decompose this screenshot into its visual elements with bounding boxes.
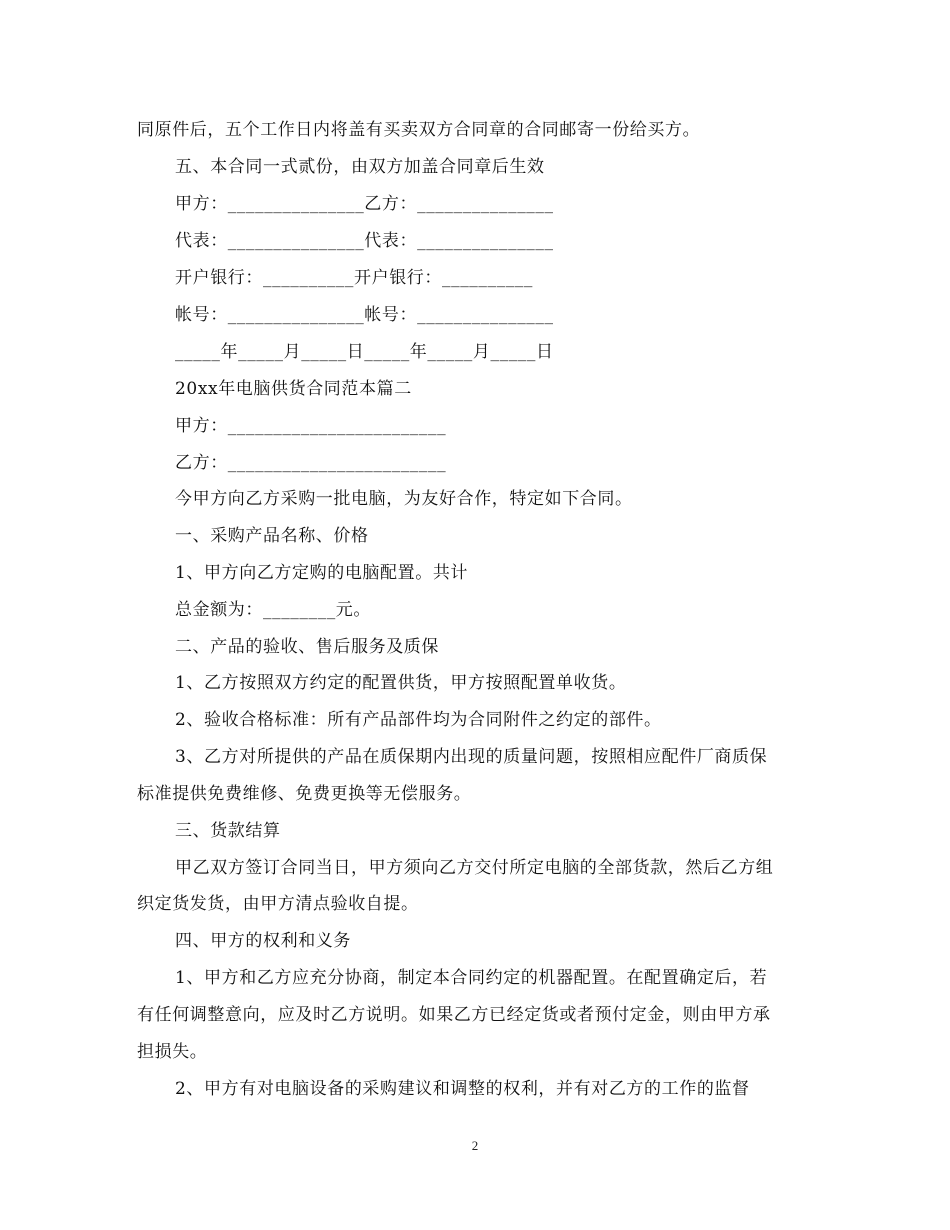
party-line: 乙方：________________________ [175, 453, 447, 473]
signature-line: 帐号：_______________帐号：_______________ [175, 305, 554, 325]
text-line: 担损失。 [137, 1042, 208, 1062]
text-line: 同原件后，五个工作日内将盖有买卖双方合同章的合同邮寄一份给买方。 [137, 120, 701, 140]
party-line: 甲方：________________________ [175, 416, 447, 436]
text-line: 标准提供免费维修、免费更换等无偿服务。 [137, 784, 472, 804]
section-heading: 三、货款结算 [175, 821, 281, 841]
text-line: 1、甲方向乙方定购的电脑配置。共计 [175, 563, 469, 583]
section-title: 20xx年电脑供货合同范本篇二 [175, 379, 412, 399]
section-heading: 四、甲方的权利和义务 [175, 931, 351, 951]
text-line: 五、本合同一式贰份，由双方加盖合同章后生效 [175, 157, 545, 177]
signature-line: 代表：_______________代表：_______________ [175, 231, 554, 251]
signature-line: 开户银行：__________开户银行：__________ [175, 268, 533, 288]
date-line: _____年_____月_____日_____年_____月_____日 [175, 342, 554, 362]
text-line: 2、甲方有对电脑设备的采购建议和调整的权利，并有对乙方的工作的监督 [175, 1079, 750, 1099]
text-line: 今甲方向乙方采购一批电脑，为友好合作，特定如下合同。 [175, 489, 633, 509]
text-line: 甲乙双方签订合同当日，甲方须向乙方交付所定电脑的全部货款，然后乙方组 [175, 858, 774, 878]
section-heading: 一、采购产品名称、价格 [175, 526, 369, 546]
text-line: 织定货发货，由甲方清点验收自提。 [137, 894, 419, 914]
text-line: 3、乙方对所提供的产品在质保期内出现的质量问题，按照相应配件厂商质保 [175, 747, 768, 767]
text-line: 2、验收合格标准：所有产品部件均为合同附件之约定的部件。 [175, 710, 662, 730]
text-line: 有任何调整意向，应及时乙方说明。如果乙方已经定货或者预付定金，则由甲方承 [137, 1005, 771, 1025]
text-line: 1、甲方和乙方应充分协商，制定本合同约定的机器配置。在配置确定后，若 [175, 968, 768, 988]
text-line: 1、乙方按照双方约定的配置供货，甲方按照配置单收货。 [175, 673, 627, 693]
signature-line: 甲方：_______________乙方：_______________ [175, 194, 554, 214]
text-line: 总金额为：________元。 [175, 600, 371, 620]
page-number: 2 [471, 1138, 479, 1153]
section-heading: 二、产品的验收、售后服务及质保 [175, 637, 439, 657]
